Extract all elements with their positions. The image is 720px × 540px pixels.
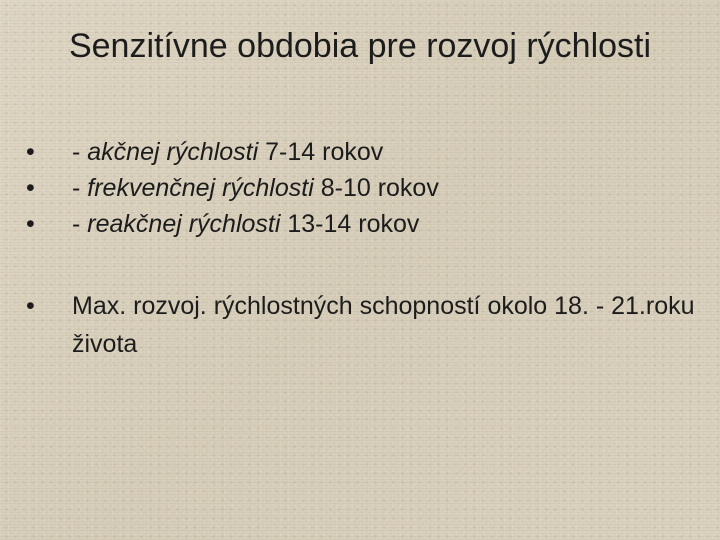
item-term: reakčnej rýchlosti	[87, 210, 281, 238]
item-value: 7-14 rokov	[258, 138, 384, 166]
item-term: akčnej rýchlosti	[87, 138, 259, 166]
item-value: 8-10 rokov	[313, 174, 439, 202]
slide-title: Senzitívne obdobia pre rozvoj rýchlosti	[68, 27, 652, 65]
list-item	[26, 134, 696, 170]
list-item	[26, 206, 696, 242]
bullet-icon: •	[26, 210, 35, 238]
list-item-note	[26, 287, 696, 363]
item-prefix: -	[72, 210, 88, 238]
list-item	[26, 170, 696, 206]
bullet-icon: •	[26, 138, 35, 166]
item-value: 13-14 rokov	[280, 210, 420, 238]
note-text: Max. rozvoj. rýchlostných schopností okolo 18. - 21.roku života	[72, 292, 695, 358]
bullet-list	[26, 134, 696, 363]
bullet-icon: •	[26, 292, 35, 320]
bullet-icon: •	[26, 174, 35, 202]
item-prefix: -	[72, 174, 88, 202]
item-prefix: -	[72, 138, 88, 166]
item-term: frekvenčnej rýchlosti	[87, 174, 314, 202]
